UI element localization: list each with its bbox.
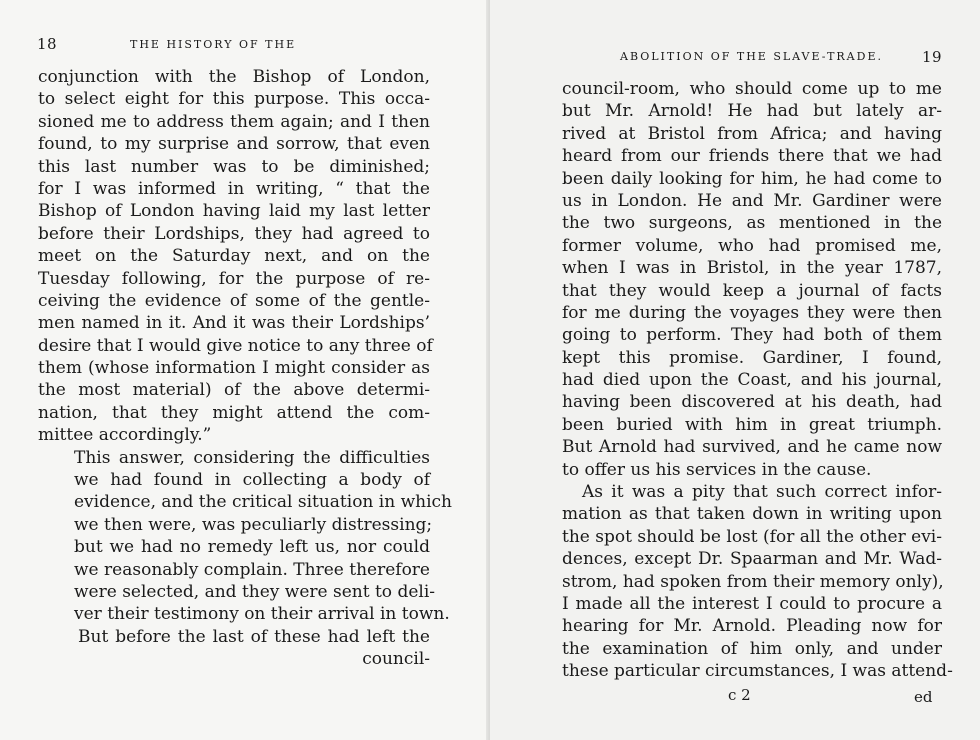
text-line: we had found in collecting a body of [74, 470, 430, 491]
text-line: us in London. He and Mr. Gardiner were [562, 190, 942, 211]
text-line: for I was informed in writing, “ that the [38, 178, 430, 199]
text-line: dences, except Dr. Spaarman and Mr. Wad- [562, 549, 942, 570]
text-line: these particular circumstances, I was attend- [562, 661, 953, 682]
text-block [38, 66, 452, 671]
text-line: to offer us his services in the cause. [562, 459, 872, 480]
text-line: heard from our friends there that we had [562, 146, 942, 167]
text-line: kept this promise. Gardiner, I found, [562, 347, 942, 368]
text-line: men named in it. And it was their Lordships’ [38, 313, 430, 334]
text-line: the spot should be lost (for all the other evi- [562, 526, 942, 547]
text-line: evidence, and the critical situation in which [74, 492, 452, 513]
text-line: but we had no remedy left us, nor could [74, 537, 430, 558]
text-block [562, 78, 953, 683]
text-line: this last number was to be diminished; [38, 156, 430, 177]
text-line: council- [362, 649, 430, 670]
text-line: hearing for Mr. Arnold. Pleading now for [562, 616, 942, 637]
text-line: strom, had spoken from their memory only), [562, 571, 944, 592]
text-line: the two surgeons, as mentioned in the [562, 213, 942, 234]
text-line: going to perform. They had both of them [562, 325, 942, 346]
right-page [490, 0, 980, 740]
text-line: meet on the Saturday next, and on the [38, 246, 430, 267]
running-head: THE HISTORY OF THE [130, 38, 297, 51]
text-line: I made all the interest I could to procure a [562, 593, 942, 614]
catchword: ed [914, 688, 933, 706]
page-number: 19 [922, 48, 943, 66]
text-line: This answer, considering the difficulties [74, 447, 430, 468]
text-line: former volume, who had promised me, [562, 235, 942, 256]
text-line: desire that I would give notice to any three of [38, 335, 433, 356]
text-line: ver their testimony on their arrival in town. [74, 604, 450, 625]
text-line: them (whose information I might consider as [38, 358, 430, 379]
text-line: but Mr. Arnold! He had but lately ar- [562, 101, 942, 122]
text-line: As it was a pity that such correct infor- [582, 482, 942, 503]
text-line: before their Lordships, they had agreed to [38, 223, 430, 244]
text-line: when I was in Bristol, in the year 1787, [562, 258, 942, 279]
text-line: had died upon the Coast, and his journal, [562, 370, 942, 391]
page-number: 18 [37, 35, 58, 53]
text-line: the most material) of the above determi- [38, 380, 430, 401]
text-line: been buried with him in great triumph. [562, 414, 942, 435]
text-line: ceiving the evidence of some of the gentle- [38, 290, 430, 311]
text-line: we then were, was peculiarly distressing; [74, 514, 433, 535]
text-line: Bishop of London having laid my last letter [38, 201, 430, 222]
text-line: we reasonably complain. Three therefore [74, 559, 430, 580]
text-line: been daily looking for him, he had come to [562, 168, 942, 189]
running-head: ABOLITION OF THE SLAVE-TRADE. [620, 50, 883, 63]
text-line: But before the last of these had left the [78, 626, 430, 647]
text-line: rived at Bristol from Africa; and having [562, 123, 942, 144]
text-line: nation, that they might attend the com- [38, 402, 430, 423]
text-line: council-room, who should come up to me [562, 79, 942, 99]
text-line: But Arnold had survived, and he came now [562, 437, 942, 458]
text-line: conjunction with the Bishop of London, [38, 67, 430, 87]
signature-mark: c 2 [728, 686, 751, 704]
text-line: found, to my surprise and sorrow, that even [38, 134, 430, 155]
text-line: sioned me to address them again; and I then [38, 111, 430, 132]
text-line: for me during the voyages they were then [562, 302, 942, 323]
text-line: the examination of him only, and under [562, 638, 942, 659]
text-line: Tuesday following, for the purpose of re- [38, 268, 430, 289]
text-line: mation as that taken down in writing upon [562, 504, 942, 525]
text-line: to select eight for this purpose. This occa- [38, 89, 430, 110]
text-line: were selected, and they were sent to deli- [74, 581, 436, 602]
text-line: that they would keep a journal of facts [562, 280, 942, 301]
text-line: having been discovered at his death, had [562, 392, 942, 413]
text-line: mittee accordingly.” [38, 425, 212, 446]
